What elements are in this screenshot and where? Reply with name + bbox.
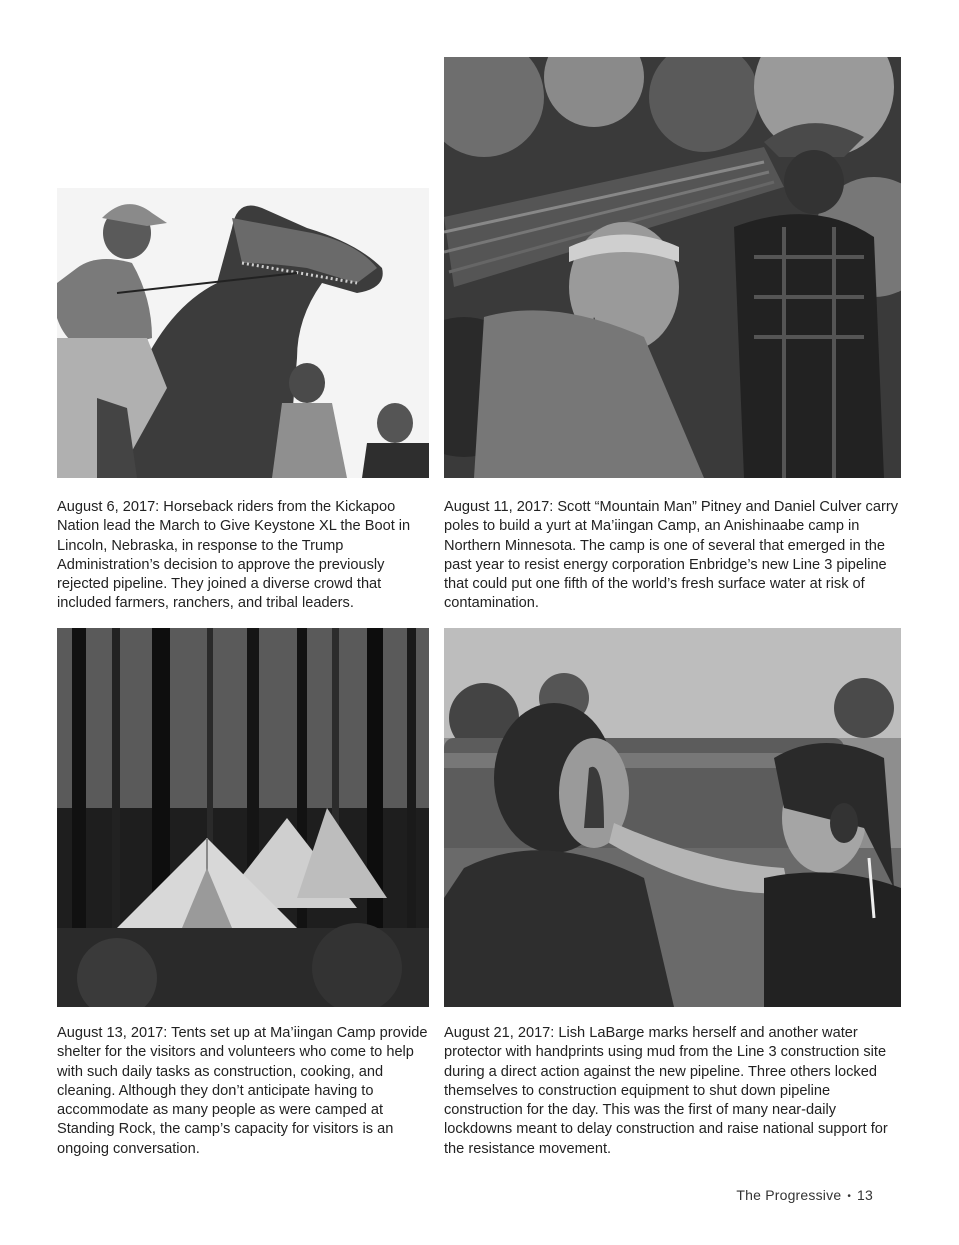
- caption-photo-2: August 11, 2017: Scott “Mountain Man” Pitney and Daniel Culver carry poles to build a yurt at Ma’iingan Camp, an Anishinaabe camp in Northern Minnesota. The camp is one of several that emerged in the past year to resist energy corporation Enbridge’s new Line 3 pipeline that could put one fifth of the world’s fresh surface water at risk of contamination.: [444, 499, 898, 612]
- caption-photo-4: August 21, 2017: Lish LaBarge marks herself and another water protector with handprints using mud from the Line 3 construction site during a direct action against the new pipeline. Three others locked themselves to construction equipment to shut down pipeline construction for the day. This was the first of many near-daily lockdowns meant to delay construction and raise national support for the resistance movement.: [444, 1025, 888, 1157]
- photo-pipeline-handprints: [444, 628, 901, 1007]
- caption-photo-1: August 6, 2017: Horseback riders from the Kickapoo Nation lead the March to Give Keystone XL the Boot in Lincoln, Nebraska, in response to the Trump Administration’s decision to approve the previously rejected pipeline. They joined a diverse crowd that included farmers, ranchers, and tribal leaders.: [57, 499, 411, 612]
- photo-carrying-poles: [444, 57, 901, 478]
- publication-name: The Progressive: [736, 1187, 842, 1203]
- page-number: 13: [857, 1187, 873, 1203]
- page-footer: [736, 1187, 873, 1203]
- photo-horseback-riders: [57, 188, 429, 478]
- caption-photo-3: August 13, 2017: Tents set up at Ma’iingan Camp provide shelter for the visitors and volunteers who come to help with such daily tasks as construction, cooking, and cleaning. Although they don’t anticipate having to accommodate as many people as were camped at Standing Rock, the camp’s capacity for visitors is an ongoing conversation.: [57, 1025, 428, 1157]
- footer-separator: •: [847, 1191, 852, 1202]
- photo-tents-forest: [57, 628, 429, 1007]
